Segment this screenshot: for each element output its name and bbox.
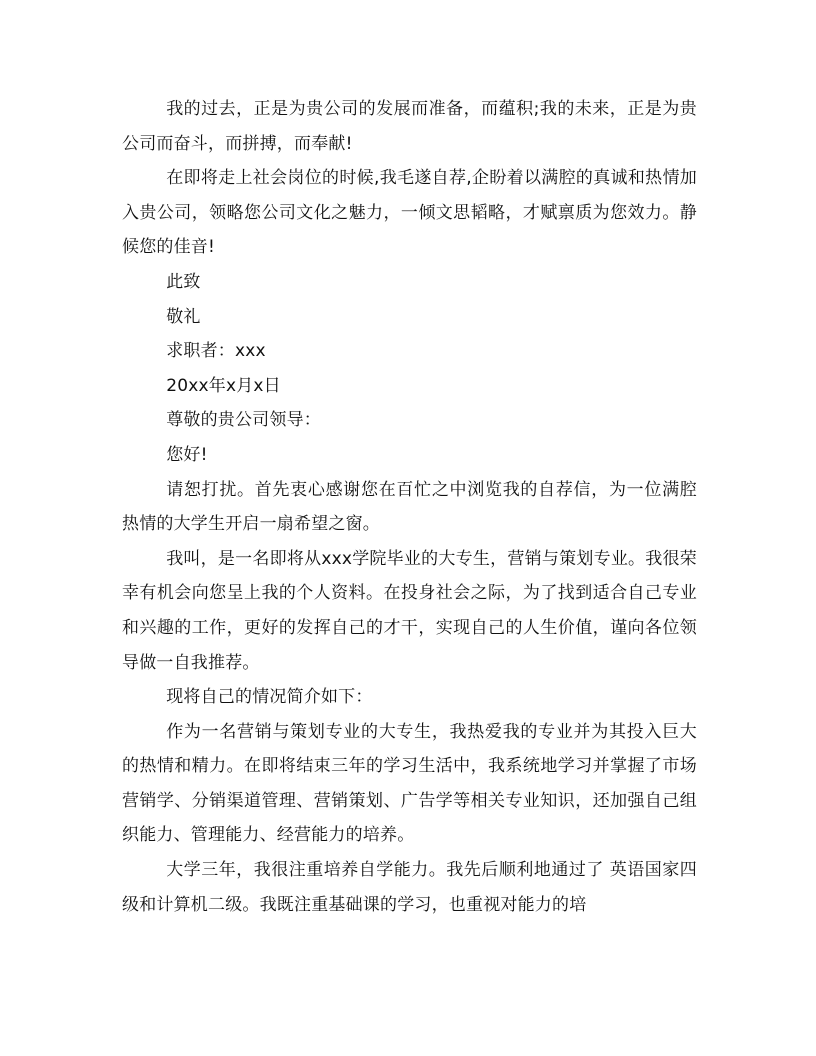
paragraph-self-recommendation: 在即将走上社会岗位的时候,我毛遂自荐,企盼着以满腔的真诚和热情加入贵公司，领略您公司文化之魅力，一倾文思韬略，才赋禀质为您效力。静候您的佳音! xyxy=(122,168,697,258)
greeting-recipient: 尊敬的贵公司领导： xyxy=(166,410,321,431)
salutation-cizhi: 此致 xyxy=(166,271,201,292)
paragraph-introduction: 我叫，是一名即将从xxx学院毕业的大专生，营销与策划专业。我很荣幸有机会向您呈上我的个人资料。在投身社会之际，为了找到适合自己专业和兴趣的工作，更好的发挥自己的才干，实现自己的人生价值，谨向各位领导做一自我推荐。 xyxy=(122,548,697,673)
letter-date: 20xx年x月x日 xyxy=(166,375,281,396)
salutation-jingli: 敬礼 xyxy=(166,306,201,327)
applicant-signature: 求职者：xxx xyxy=(166,341,266,362)
greeting-hello: 您好! xyxy=(166,444,208,465)
letter-body xyxy=(122,92,697,922)
paragraph-summary-intro: 现将自己的情况简介如下： xyxy=(166,687,373,708)
paragraph-major: 作为一名营销与策划专业的大专生，我热爱我的专业并为其投入巨大的热情和精力。在即将结束三年的学习生活中，我系统地学习并掌握了市场营销学、分销渠道管理、营销策划、广告学等相关专业知识，还加强自己组织能力、管理能力、经营能力的培养。 xyxy=(122,721,697,846)
paragraph-closing-commitment: 我的过去，正是为贵公司的发展而准备，而蕴积;我的未来，正是为贵公司而奋斗，而拼搏，而奉献! xyxy=(122,99,697,154)
paragraph-self-study: 大学三年，我很注重培养自学能力。我先后顺利地通过了 英语国家四级和计算机二级。我既注重基础课的学习，也重视对能力的培 xyxy=(122,860,697,915)
paragraph-thanks: 请恕打扰。首先衷心感谢您在百忙之中浏览我的自荐信，为一位满腔热情的大学生开启一扇希望之窗。 xyxy=(122,479,697,535)
